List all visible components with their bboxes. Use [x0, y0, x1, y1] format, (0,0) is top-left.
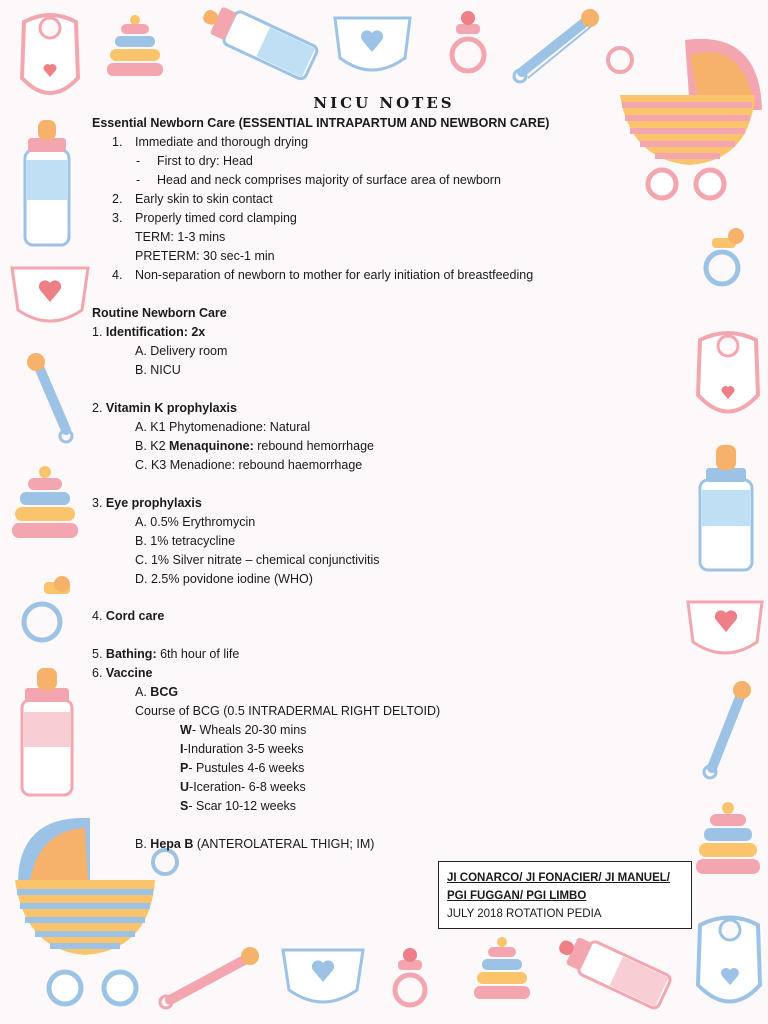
list-item: C. 1% Silver nitrate – chemical conjunctivitis [135, 553, 380, 567]
list-item: B. Hepa B (ANTEROLATERAL THIGH; IM) [135, 837, 375, 851]
list-item: C. K3 Menadione: rebound haemorrhage [135, 458, 363, 472]
list-bullet: - [136, 173, 141, 187]
routine-item-identification: 1. Identification: 2x [92, 325, 206, 339]
list-item: B. 1% tetracycline [135, 534, 236, 548]
list-item: Early skin to skin contact [135, 192, 273, 206]
list-item: First to dry: Head [157, 154, 253, 168]
list-item: PRETERM: 30 sec-1 min [135, 249, 275, 263]
list-number: 3. [112, 211, 123, 225]
routine-item-eye: 3. Eye prophylaxis [92, 496, 202, 510]
list-item: D. 2.5% povidone iodine (WHO) [135, 572, 313, 586]
credits-authors-line-1: JI CONARCO/ JI FONACIER/ JI MANUEL/ [447, 872, 670, 884]
list-item: A. 0.5% Erythromycin [135, 515, 256, 529]
list-number: 4. [112, 268, 123, 282]
list-item: B. K2 Menaquinone: rebound hemorrhage [135, 439, 374, 453]
list-item: Course of BCG (0.5 INTRADERMAL RIGHT DELTOID) [135, 704, 441, 718]
list-number: 1. [112, 135, 123, 149]
credits-box [438, 861, 692, 929]
list-item: Non-separation of newborn to mother for early initiation of breastfeeding [135, 268, 534, 282]
routine-item-cord: 4. Cord care [92, 609, 165, 623]
page-title: NICU NOTES [313, 94, 455, 112]
list-item: Head and neck comprises majority of surface area of newborn [157, 173, 501, 187]
section-heading-essential: Essential Newborn Care (ESSENTIAL INTRAPARTUM AND NEWBORN CARE) [92, 116, 550, 130]
list-item: A. BCG [135, 685, 179, 699]
list-item: Immediate and thorough drying [135, 135, 309, 149]
list-item: TERM: 1-3 mins [135, 230, 226, 244]
routine-item-vitamin-k: 2. Vitamin K prophylaxis [92, 401, 237, 415]
whipus-item: W- Wheals 20-30 mins [180, 723, 307, 737]
whipus-item: P- Pustules 4-6 weeks [180, 761, 305, 775]
whipus-item: U-Iceration- 6-8 weeks [180, 780, 306, 794]
routine-item-vaccine: 6. Vaccine [92, 666, 153, 680]
credits-authors-line-2: PGI FUGGAN/ PGI LIMBO [447, 890, 587, 902]
list-number: 2. [112, 192, 123, 206]
list-item: Properly timed cord clamping [135, 211, 297, 225]
whipus-item: I-Induration 3-5 weeks [180, 742, 304, 756]
list-item: A. Delivery room [135, 344, 228, 358]
list-item: B. NICU [135, 363, 181, 377]
whipus-item: S- Scar 10-12 weeks [180, 799, 297, 813]
list-bullet: - [136, 154, 141, 168]
credits-rotation: JULY 2018 ROTATION PEDIA [447, 908, 602, 920]
routine-item-bathing: 5. Bathing: 6th hour of life [92, 647, 240, 661]
section-heading-routine: Routine Newborn Care [92, 306, 227, 320]
list-item: A. K1 Phytomenadione: Natural [135, 420, 311, 434]
